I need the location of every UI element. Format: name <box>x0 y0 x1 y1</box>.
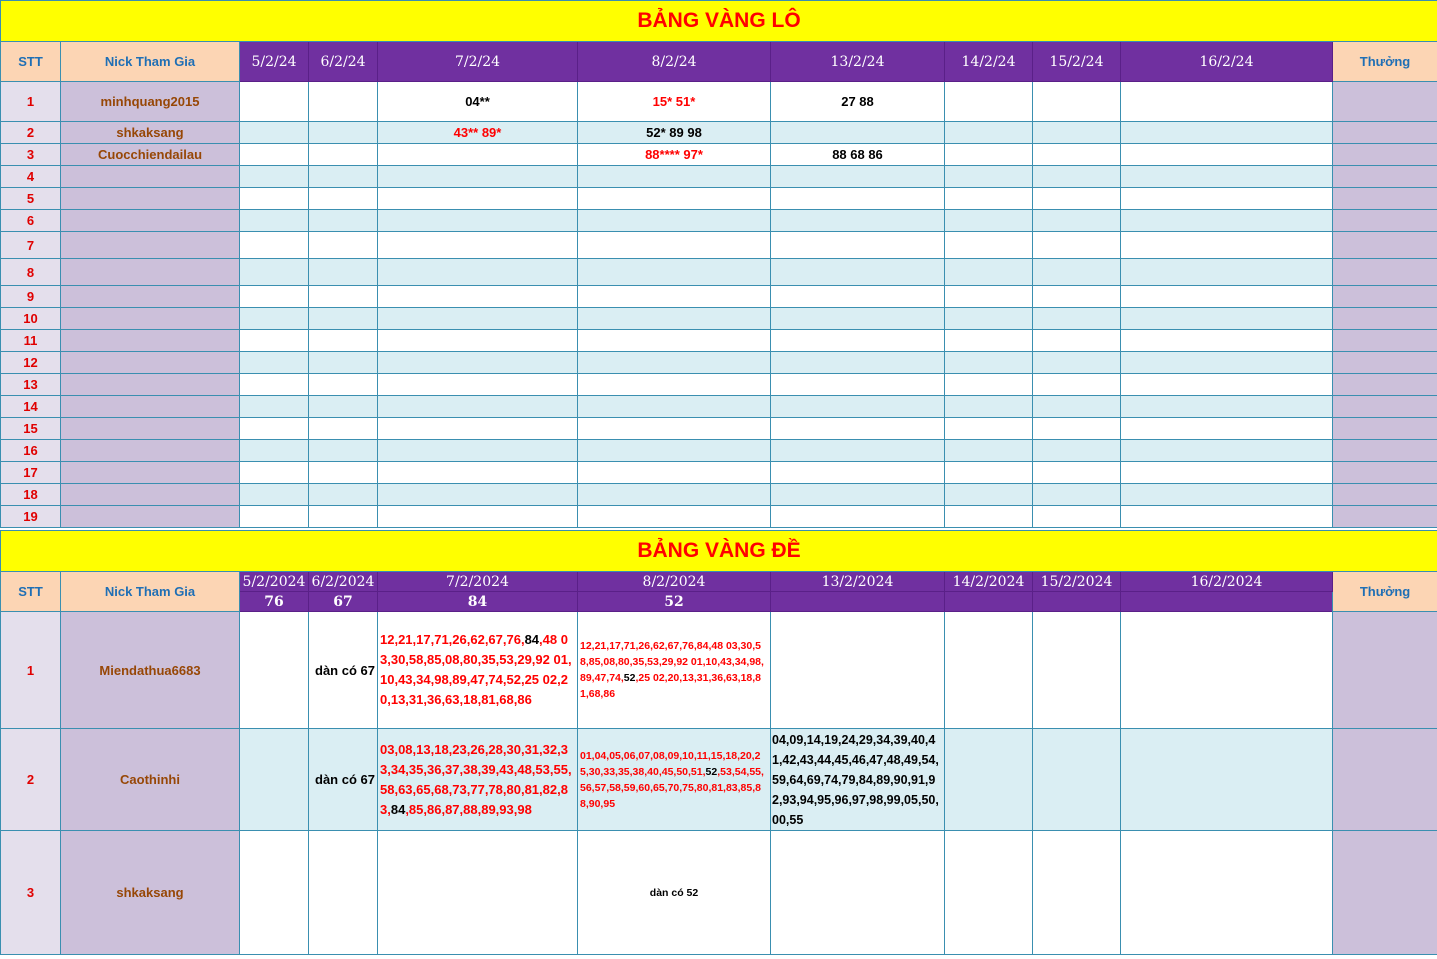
nick-cell[interactable] <box>61 440 240 462</box>
data-cell[interactable] <box>309 286 378 308</box>
data-cell[interactable] <box>309 506 378 528</box>
data-cell[interactable] <box>1033 259 1121 286</box>
data-cell[interactable] <box>945 144 1033 166</box>
result-cell: 84 <box>378 592 578 612</box>
data-cell[interactable] <box>378 259 578 286</box>
data-cell[interactable] <box>1121 232 1333 259</box>
nick-cell[interactable] <box>61 352 240 374</box>
thuong-cell[interactable] <box>1333 210 1437 232</box>
data-cell[interactable] <box>578 462 771 484</box>
date-header: 7/2/24 <box>378 42 578 82</box>
data-cell[interactable]: 15* 51* <box>578 82 771 122</box>
data-cell[interactable]: 27 88 <box>771 82 945 122</box>
data-cell[interactable] <box>1121 831 1333 955</box>
data-cell[interactable]: dàn có 67 <box>309 612 378 729</box>
stt-cell: 5 <box>1 188 61 210</box>
stt-cell: 19 <box>1 506 61 528</box>
number-list: 01,04,05,06,07,08,09,10,11,15,18,20,25,30,33,35,38,40,45,50,51, <box>580 749 761 778</box>
data-cell[interactable] <box>240 484 309 506</box>
data-cell[interactable] <box>240 418 309 440</box>
data-cell[interactable] <box>578 440 771 462</box>
data-cell[interactable] <box>240 612 309 729</box>
stt-cell: 1 <box>1 612 61 729</box>
data-cell[interactable] <box>240 144 309 166</box>
stt-header: STT <box>1 572 61 612</box>
nick-cell[interactable] <box>61 232 240 259</box>
nick-cell[interactable] <box>61 418 240 440</box>
data-cell[interactable] <box>578 166 771 188</box>
data-cell[interactable] <box>578 484 771 506</box>
data-cell[interactable] <box>378 352 578 374</box>
data-cell[interactable] <box>240 330 309 352</box>
data-cell[interactable]: 88 68 86 <box>771 144 945 166</box>
data-cell[interactable] <box>945 352 1033 374</box>
data-cell[interactable] <box>771 188 945 210</box>
stt-cell: 14 <box>1 396 61 418</box>
nick-cell[interactable] <box>61 308 240 330</box>
data-cell[interactable] <box>1121 259 1333 286</box>
data-cell[interactable] <box>309 210 378 232</box>
thuong-header: Thưởng <box>1333 572 1437 612</box>
data-cell[interactable] <box>945 831 1033 955</box>
data-cell[interactable] <box>771 122 945 144</box>
date-header: 8/2/24 <box>578 42 771 82</box>
data-cell[interactable]: dàn có 52 <box>578 831 771 955</box>
data-cell[interactable] <box>771 352 945 374</box>
data-cell[interactable] <box>240 210 309 232</box>
stt-cell: 18 <box>1 484 61 506</box>
thuong-cell[interactable] <box>1333 506 1437 528</box>
data-cell[interactable] <box>945 188 1033 210</box>
data-cell[interactable] <box>771 308 945 330</box>
date-header: 5/2/2024 <box>240 572 309 592</box>
data-cell[interactable] <box>1033 729 1121 831</box>
data-cell[interactable] <box>240 286 309 308</box>
data-cell[interactable] <box>1121 418 1333 440</box>
data-cell[interactable]: 88**** 97* <box>578 144 771 166</box>
number-list: ,53,54,55,56,57,58,59,60,65,70,75,80,81,83,85,88,90,95 <box>580 765 764 810</box>
data-cell[interactable] <box>309 440 378 462</box>
data-cell[interactable] <box>771 259 945 286</box>
data-cell[interactable] <box>1033 612 1121 729</box>
data-cell[interactable] <box>1033 188 1121 210</box>
data-cell[interactable] <box>309 232 378 259</box>
data-cell[interactable] <box>240 831 309 955</box>
data-cell[interactable] <box>1033 462 1121 484</box>
data-cell[interactable] <box>771 612 945 729</box>
thuong-cell[interactable] <box>1333 82 1437 122</box>
data-cell[interactable] <box>378 612 578 729</box>
stt-cell: 17 <box>1 462 61 484</box>
thuong-cell[interactable] <box>1333 232 1437 259</box>
data-cell[interactable] <box>771 330 945 352</box>
data-cell[interactable] <box>240 374 309 396</box>
nick-cell[interactable]: Cuocchiendailau <box>61 144 240 166</box>
data-cell[interactable] <box>945 729 1033 831</box>
data-cell[interactable] <box>1033 144 1121 166</box>
data-cell[interactable] <box>378 188 578 210</box>
nick-cell[interactable] <box>61 210 240 232</box>
data-cell[interactable] <box>1033 210 1121 232</box>
stt-cell: 9 <box>1 286 61 308</box>
data-cell[interactable] <box>309 166 378 188</box>
data-cell[interactable] <box>1121 396 1333 418</box>
result-cell <box>1121 592 1333 612</box>
data-cell[interactable] <box>240 440 309 462</box>
stt-cell: 13 <box>1 374 61 396</box>
data-cell[interactable] <box>945 506 1033 528</box>
data-cell[interactable] <box>240 188 309 210</box>
data-cell[interactable] <box>309 330 378 352</box>
data-cell[interactable] <box>1121 729 1333 831</box>
data-cell[interactable] <box>309 831 378 955</box>
data-cell[interactable] <box>240 122 309 144</box>
data-cell[interactable] <box>1033 484 1121 506</box>
data-cell[interactable] <box>378 210 578 232</box>
data-cell[interactable] <box>771 374 945 396</box>
data-cell[interactable] <box>578 286 771 308</box>
data-cell[interactable] <box>945 286 1033 308</box>
data-cell[interactable] <box>1033 352 1121 374</box>
stt-cell: 11 <box>1 330 61 352</box>
data-cell[interactable] <box>578 188 771 210</box>
data-cell[interactable] <box>240 352 309 374</box>
date-header: 5/2/24 <box>240 42 309 82</box>
data-cell[interactable] <box>1033 122 1121 144</box>
nick-header: Nick Tham Gia <box>61 572 240 612</box>
data-cell[interactable] <box>945 166 1033 188</box>
data-cell[interactable] <box>578 352 771 374</box>
number-list: ,85,86,87,88,89,93,98 <box>405 801 532 817</box>
date-header: 16/2/2024 <box>1121 572 1333 592</box>
stt-cell: 4 <box>1 166 61 188</box>
nick-cell[interactable]: Caothinhi <box>61 729 240 831</box>
thuong-cell[interactable] <box>1333 396 1437 418</box>
result-cell <box>945 592 1033 612</box>
data-cell[interactable] <box>378 286 578 308</box>
data-cell[interactable] <box>309 352 378 374</box>
number-list: 12,21,17,71,26,62,67,76, <box>380 632 525 647</box>
data-cell[interactable] <box>945 440 1033 462</box>
date-header: 13/2/24 <box>771 42 945 82</box>
data-cell[interactable] <box>1033 286 1121 308</box>
thuong-cell[interactable] <box>1333 352 1437 374</box>
data-cell[interactable] <box>1121 612 1333 729</box>
number-list: ,48 03,30,58,85,08,80,35,53,29,92 01,10,43,34,98,89,47,74,52,25 02,20,13,31,36,63,18,81,68,86 <box>380 632 572 707</box>
data-cell[interactable] <box>1033 166 1121 188</box>
thuong-cell[interactable] <box>1333 122 1437 144</box>
winning-number: 52 <box>705 765 718 778</box>
stt-cell: 15 <box>1 418 61 440</box>
data-cell[interactable]: 52* 89 98 <box>578 122 771 144</box>
data-cell[interactable] <box>771 484 945 506</box>
data-cell[interactable] <box>1033 831 1121 955</box>
nick-cell[interactable]: shkaksang <box>61 831 240 955</box>
data-cell[interactable] <box>309 462 378 484</box>
data-cell[interactable] <box>309 418 378 440</box>
data-cell[interactable] <box>1121 122 1333 144</box>
thuong-cell[interactable] <box>1333 612 1437 729</box>
thuong-cell[interactable] <box>1333 166 1437 188</box>
thuong-header: Thưởng <box>1333 42 1437 82</box>
result-cell: 76 <box>240 592 309 612</box>
winning-number: 84 <box>524 632 540 647</box>
data-cell[interactable] <box>1121 484 1333 506</box>
data-cell[interactable] <box>771 506 945 528</box>
date-header: 13/2/2024 <box>771 572 945 592</box>
winning-number: 84 <box>390 801 406 817</box>
stt-cell: 16 <box>1 440 61 462</box>
data-cell[interactable] <box>378 374 578 396</box>
data-cell[interactable] <box>240 82 309 122</box>
data-cell[interactable] <box>309 122 378 144</box>
data-cell[interactable] <box>945 122 1033 144</box>
data-cell[interactable] <box>1121 506 1333 528</box>
data-cell[interactable] <box>240 506 309 528</box>
nick-cell[interactable] <box>61 506 240 528</box>
data-cell[interactable] <box>578 330 771 352</box>
data-cell[interactable] <box>771 232 945 259</box>
data-cell[interactable] <box>578 210 771 232</box>
data-cell[interactable] <box>1033 232 1121 259</box>
data-cell[interactable] <box>378 308 578 330</box>
lo-title: BẢNG VÀNG LÔ <box>1 1 1437 42</box>
data-cell[interactable] <box>378 144 578 166</box>
data-cell[interactable] <box>378 232 578 259</box>
date-header: 7/2/2024 <box>378 572 578 592</box>
date-header: 6/2/24 <box>309 42 378 82</box>
data-cell[interactable] <box>945 484 1033 506</box>
result-cell <box>1033 592 1121 612</box>
data-cell[interactable] <box>945 418 1033 440</box>
data-cell[interactable] <box>578 232 771 259</box>
result-cell: 52 <box>578 592 771 612</box>
nick-cell[interactable] <box>61 188 240 210</box>
data-cell[interactable] <box>378 831 578 955</box>
data-cell[interactable] <box>945 612 1033 729</box>
date-header: 16/2/24 <box>1121 42 1333 82</box>
data-cell[interactable] <box>378 418 578 440</box>
winning-number: 52 <box>623 672 636 684</box>
stt-cell: 8 <box>1 259 61 286</box>
number-list: 03,08,13,18,23,26,28,30,31,32,33,34,35,36,37,38,39,43,48,53,55,58,63,65,68,73,77,78,80,81,82,83, <box>380 741 572 817</box>
data-cell[interactable] <box>578 418 771 440</box>
result-cell: 67 <box>309 592 378 612</box>
data-cell[interactable] <box>309 484 378 506</box>
data-cell[interactable] <box>309 259 378 286</box>
thuong-cell[interactable] <box>1333 374 1437 396</box>
data-cell[interactable]: dàn có 67 <box>309 729 378 831</box>
data-cell[interactable] <box>309 308 378 330</box>
data-cell[interactable] <box>378 506 578 528</box>
data-cell[interactable] <box>1033 506 1121 528</box>
stt-cell: 3 <box>1 144 61 166</box>
thuong-cell[interactable] <box>1333 462 1437 484</box>
data-cell[interactable] <box>1033 308 1121 330</box>
data-cell[interactable] <box>309 82 378 122</box>
date-header: 15/2/24 <box>1033 42 1121 82</box>
thuong-cell[interactable] <box>1333 418 1437 440</box>
stt-cell: 7 <box>1 232 61 259</box>
thuong-cell[interactable] <box>1333 188 1437 210</box>
data-cell[interactable] <box>578 506 771 528</box>
date-header: 8/2/2024 <box>578 572 771 592</box>
data-cell[interactable] <box>378 166 578 188</box>
data-cell[interactable] <box>945 396 1033 418</box>
nick-cell[interactable]: Miendathua6683 <box>61 612 240 729</box>
data-cell[interactable] <box>378 396 578 418</box>
stt-cell: 2 <box>1 122 61 144</box>
data-cell[interactable] <box>771 396 945 418</box>
number-list: 12,21,17,71,26,62,67,76,84,48 03,30,58,85,08,80,35,53,29,92 01,10,43,34,98,89,47,74, <box>580 640 764 684</box>
data-cell[interactable] <box>1121 144 1333 166</box>
data-cell[interactable] <box>945 82 1033 122</box>
data-cell[interactable]: 43** 89* <box>378 122 578 144</box>
data-cell[interactable] <box>378 729 578 831</box>
data-cell[interactable] <box>240 232 309 259</box>
data-cell[interactable]: 04** <box>378 82 578 122</box>
data-cell[interactable] <box>945 259 1033 286</box>
data-cell[interactable] <box>1121 82 1333 122</box>
data-cell[interactable] <box>945 232 1033 259</box>
data-cell[interactable] <box>1121 462 1333 484</box>
nick-header: Nick Tham Gia <box>61 42 240 82</box>
nick-cell[interactable] <box>61 484 240 506</box>
de-table <box>0 530 1437 955</box>
number-list: ,25 02,20,13,31,36,63,18,81,68,86 <box>580 672 762 700</box>
date-header: 14/2/24 <box>945 42 1033 82</box>
nick-cell[interactable]: shkaksang <box>61 122 240 144</box>
data-cell[interactable] <box>240 729 309 831</box>
thuong-cell[interactable] <box>1333 729 1437 831</box>
result-cell <box>771 592 945 612</box>
data-cell[interactable] <box>771 462 945 484</box>
de-title: BẢNG VÀNG ĐỀ <box>1 531 1437 572</box>
stt-cell: 3 <box>1 831 61 955</box>
data-cell[interactable] <box>240 308 309 330</box>
data-cell[interactable] <box>1121 210 1333 232</box>
nick-cell[interactable] <box>61 462 240 484</box>
thuong-cell[interactable] <box>1333 308 1437 330</box>
data-cell[interactable] <box>1121 308 1333 330</box>
data-cell[interactable] <box>945 374 1033 396</box>
stt-cell: 2 <box>1 729 61 831</box>
data-cell[interactable] <box>578 308 771 330</box>
thuong-cell[interactable] <box>1333 831 1437 955</box>
nick-cell[interactable] <box>61 286 240 308</box>
date-header: 14/2/2024 <box>945 572 1033 592</box>
data-cell[interactable] <box>1121 166 1333 188</box>
data-cell[interactable] <box>945 330 1033 352</box>
date-header: 6/2/2024 <box>309 572 378 592</box>
data-cell[interactable] <box>1121 374 1333 396</box>
stt-cell: 1 <box>1 82 61 122</box>
data-cell[interactable] <box>1121 188 1333 210</box>
nick-cell[interactable] <box>61 330 240 352</box>
data-cell[interactable] <box>578 729 771 831</box>
data-cell[interactable] <box>1033 82 1121 122</box>
data-cell[interactable] <box>578 374 771 396</box>
data-cell[interactable] <box>771 166 945 188</box>
data-cell[interactable] <box>1033 418 1121 440</box>
thuong-cell[interactable] <box>1333 440 1437 462</box>
data-cell[interactable] <box>1033 330 1121 352</box>
nick-cell[interactable]: minhquang2015 <box>61 82 240 122</box>
data-cell[interactable] <box>945 462 1033 484</box>
data-cell[interactable] <box>240 166 309 188</box>
data-cell[interactable] <box>309 188 378 210</box>
data-cell[interactable] <box>240 462 309 484</box>
nick-cell[interactable] <box>61 374 240 396</box>
data-cell[interactable] <box>945 210 1033 232</box>
data-cell[interactable] <box>378 330 578 352</box>
stt-cell: 10 <box>1 308 61 330</box>
data-cell[interactable] <box>378 484 578 506</box>
data-cell[interactable] <box>378 440 578 462</box>
data-cell[interactable] <box>771 286 945 308</box>
thuong-cell[interactable] <box>1333 259 1437 286</box>
thuong-cell[interactable] <box>1333 330 1437 352</box>
nick-cell[interactable] <box>61 259 240 286</box>
data-cell[interactable] <box>1033 440 1121 462</box>
data-cell[interactable] <box>771 440 945 462</box>
data-cell[interactable] <box>771 831 945 955</box>
data-cell[interactable] <box>240 259 309 286</box>
stt-header: STT <box>1 42 61 82</box>
data-cell[interactable] <box>1033 374 1121 396</box>
data-cell[interactable] <box>309 396 378 418</box>
data-cell[interactable] <box>771 418 945 440</box>
data-cell[interactable] <box>1121 440 1333 462</box>
data-cell[interactable] <box>309 374 378 396</box>
date-header: 15/2/2024 <box>1033 572 1121 592</box>
thuong-cell[interactable] <box>1333 484 1437 506</box>
thuong-cell[interactable] <box>1333 286 1437 308</box>
data-cell[interactable] <box>771 210 945 232</box>
data-cell[interactable] <box>578 612 771 729</box>
data-cell[interactable] <box>578 396 771 418</box>
nick-cell[interactable] <box>61 166 240 188</box>
data-cell[interactable] <box>240 396 309 418</box>
data-cell[interactable] <box>1121 352 1333 374</box>
data-cell[interactable] <box>378 462 578 484</box>
thuong-cell[interactable] <box>1333 144 1437 166</box>
data-cell[interactable] <box>309 144 378 166</box>
nick-cell[interactable] <box>61 396 240 418</box>
data-cell[interactable]: 04,09,14,19,24,29,34,39,40,41,42,43,44,45,46,47,48,49,54,59,64,69,74,79,84,89,90,91,92,93,94,95,96,97,98,99,05,50,00,55 <box>771 729 945 831</box>
stt-cell: 12 <box>1 352 61 374</box>
data-cell[interactable] <box>578 259 771 286</box>
data-cell[interactable] <box>945 308 1033 330</box>
stt-cell: 6 <box>1 210 61 232</box>
data-cell[interactable] <box>1121 286 1333 308</box>
data-cell[interactable] <box>1121 330 1333 352</box>
data-cell[interactable] <box>1033 396 1121 418</box>
